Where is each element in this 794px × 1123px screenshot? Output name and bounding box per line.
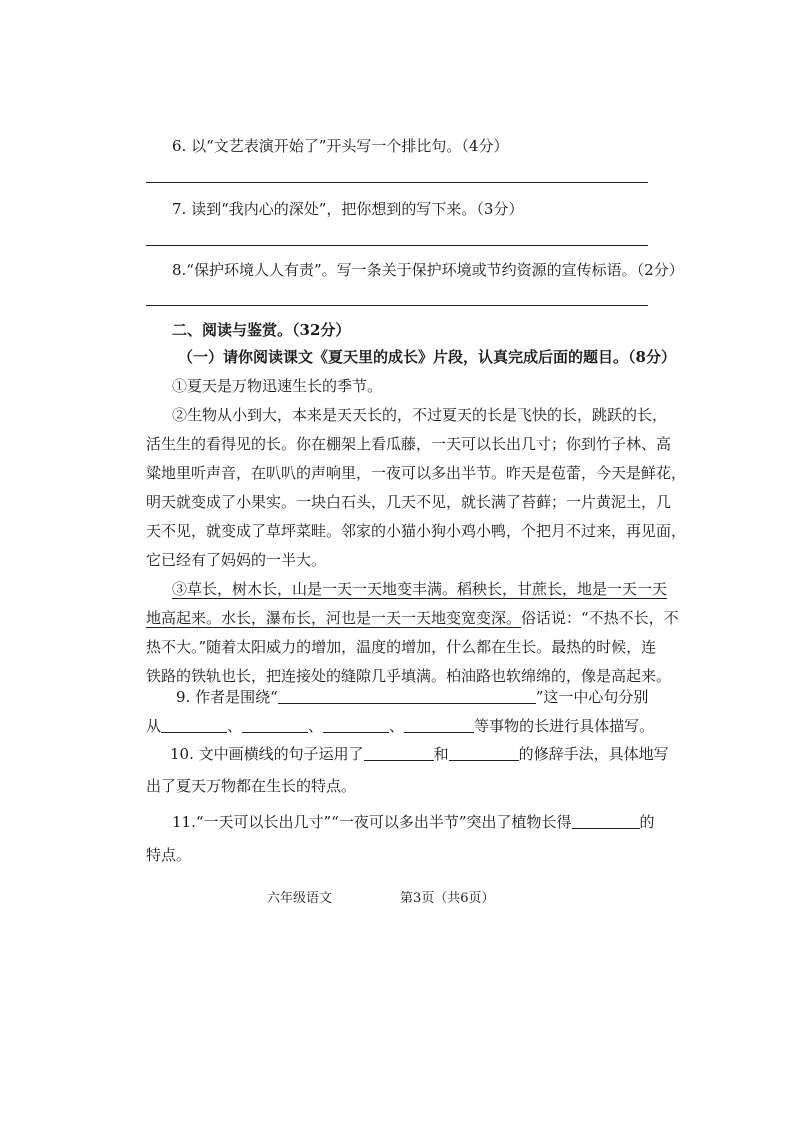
q9-blank-center-sentence[interactable] — [278, 687, 536, 704]
q11-blank[interactable] — [572, 812, 640, 829]
passage-paragraph-2-line-4: 明天就变成了小果实。一块白石头，几天不见，就长满了苔藓；一片黄泥土，几 — [146, 493, 672, 511]
question-10-line-2: 出了夏天万物都在生长的特点。 — [146, 777, 357, 795]
q9-blank-3[interactable] — [323, 716, 389, 733]
question-7: 7. 读到“我内心的深处”，把你想到的写下来。（3分） — [172, 200, 524, 218]
answer-line-q8[interactable] — [146, 305, 648, 306]
q10-blank-2[interactable] — [449, 744, 519, 761]
q9-blank-1[interactable] — [161, 716, 227, 733]
section-2-subtitle: （一）请你阅读课文《夏天里的成长》片段，认真完成后面的题目。（8分） — [178, 348, 676, 366]
underlined-sentence-1: ③草长，树木长，山是一天一天地变丰满。稻秧长，甘蔗长，地是一天一天 — [172, 580, 668, 598]
passage-paragraph-2-line-6: 它已经有了妈妈的一半大。 — [146, 551, 327, 569]
passage-paragraph-3-line-4: 铁路的铁轨也长，把连接处的缝隙几乎填满。柏油路也软绵绵的，像是高起来。 — [146, 667, 672, 685]
footer-subject: 六年级语文 — [267, 891, 333, 906]
answer-line-q7[interactable] — [146, 245, 648, 246]
section-2-title: 二、阅读与鉴赏。（32分） — [172, 321, 351, 339]
question-9-line-2: 从 、 、 、 等事物的长进行具体描写。 — [146, 717, 655, 735]
question-6: 6. 以“文艺表演开始了”开头写一个排比句。（4分） — [172, 137, 509, 155]
footer-page-number: 第3页（共6页） — [400, 891, 495, 906]
passage-paragraph-2-line-2: 活生生的看得见的长。你在棚架上看瓜藤，一天可以长出几寸；你到竹子林、高 — [146, 435, 672, 453]
proverb-text: 俗话说：“不热不长，不 — [521, 609, 679, 627]
answer-line-q6[interactable] — [146, 182, 648, 183]
question-9-line-1: 9. 作者是围绕“ ”这一中心句分别 — [176, 688, 649, 706]
passage-paragraph-2-line-3: 粱地里听声音，在叭叭的声响里，一夜可以多出半节。昨天是苞蕾，今天是鲜花， — [146, 464, 687, 482]
passage-paragraph-3-line-3: 热不大。”随着太阳威力的增加，温度的增加，什么都在生长。最热的时候，连 — [146, 638, 657, 656]
question-8: 8.“保护环境人人有责”。写一条关于保护环境或节约资源的宣传标语。（2分） — [172, 261, 684, 279]
passage-paragraph-3-line-2 — [146, 608, 679, 628]
passage-paragraph-3-line-1 — [172, 579, 667, 599]
q10-blank-1[interactable] — [364, 744, 434, 761]
question-11-line-2: 特点。 — [146, 846, 192, 864]
passage-paragraph-1: ①夏天是万物迅速生长的季节。 — [172, 377, 383, 395]
question-10-line-1: 10. 文中画横线的句子运用了 和 的修辞手法，具体地写 — [170, 745, 669, 763]
question-11-line-1: 11.“一天可以长出几寸”“一夜可以多出半节”突出了植物长得 的 — [172, 813, 655, 831]
underlined-sentence-2: 地高起来。水长，瀑布长，河也是一天一天地变宽变深。 — [146, 609, 522, 627]
passage-paragraph-2-line-5: 天不见，就变成了草坪菜畦。邻家的小猫小狗小鸡小鸭，个把月不过来，再见面， — [146, 522, 687, 540]
passage-paragraph-2-line-1: ②生物从小到大，本来是天天长的，不过夏天的长是飞快的长，跳跃的长， — [172, 406, 668, 424]
q9-blank-2[interactable] — [242, 716, 308, 733]
q9-blank-4[interactable] — [404, 716, 474, 733]
